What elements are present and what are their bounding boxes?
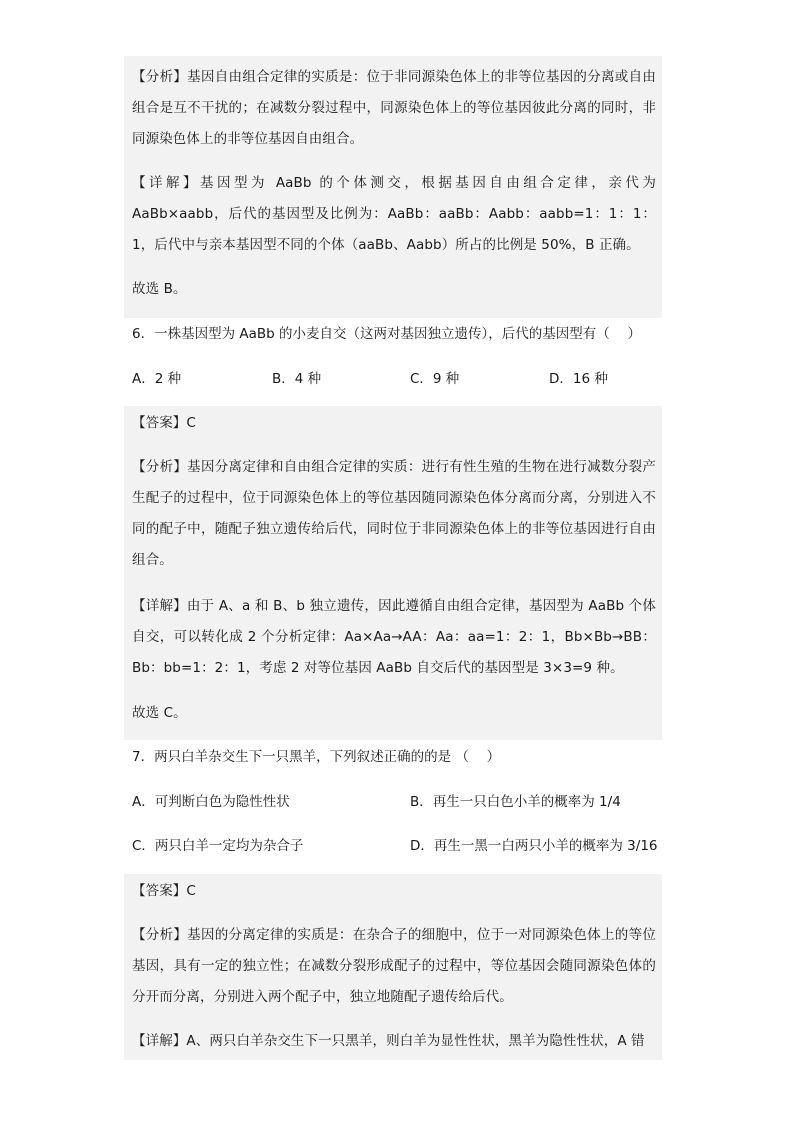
option-a: A．2 种 — [132, 371, 182, 387]
option-b: B．再生一只白色小羊的概率为 1/4 — [410, 794, 621, 810]
conclusion-text: 故选 C。 — [132, 705, 187, 721]
answer-text: 【答案】C — [132, 415, 196, 431]
detail-text: 【详解】A、两只白羊杂交生下一只黑羊，则白羊为显性性状，黑羊为隐性性状，A 错 — [132, 1033, 645, 1049]
option-d: D．再生一黑一白两只小羊的概率为 3/16 — [410, 838, 658, 854]
option-c: C．两只白羊一定均为杂合子 — [132, 838, 304, 854]
analysis-text: 【分析】基因分离定律和自由组合定律的实质：进行有性生殖的生物在进行减数分裂产生配子的过程中，位于同源染色体上的等位基因随同源染色体分离而分离，分别进入不同的配子中，随配子独立遗传给后代，同时位于非同源染色体上的非等位基因进行自由组合。 — [132, 459, 656, 568]
analysis-text: 【分析】基因自由组合定律的实质是：位于非同源染色体上的非等位基因的分离或自由组合是互不干扰的；在减数分裂过程中，同源染色体上的等位基因彼此分离的同时，非同源染色体上的非等位基因自由组合。 — [132, 69, 656, 147]
conclusion-text: 故选 B。 — [132, 281, 187, 297]
question-7-stem: 7．两只白羊杂交生下一只黑羊，下列叙述正确的的是 （ ） — [132, 749, 501, 765]
question-6-stem: 6．一株基因型为 AaBb 的小麦自交（这两对基因独立遗传），后代的基因型有（ ） — [132, 326, 642, 342]
detail-text: 【详解】由于 A、a 和 B、b 独立遗传，因此遵循自由组合定律，基因型为 AaBb 个体自交，可以转化成 2 个分析定律：Aa×Aa→AA：Aa：aa=1：2：1，Bb×Bb→BB：Bb：bb=1：2：1，考虑 2 对等位基因 AaBb 自交后代的基因型是 3×3=9 种。 — [132, 598, 656, 676]
answer-text: 【答案】C — [132, 883, 196, 899]
option-d: D．16 种 — [549, 371, 608, 387]
analysis-text: 【分析】基因的分离定律的实质是：在杂合子的细胞中，位于一对同源染色体上的等位基因，具有一定的独立性；在减数分裂形成配子的过程中，等位基因会随同源染色体的分开而分离，分别进入两个配子中，独立地随配子遗传给后代。 — [132, 927, 656, 1005]
option-c: C．9 种 — [410, 371, 460, 387]
option-a: A．可判断白色为隐性性状 — [132, 794, 290, 810]
option-b: B．4 种 — [272, 371, 322, 387]
detail-text: 【详解】基因型为 AaBb 的个体测交，根据基因自由组合定律，亲代为 AaBb×aabb，后代的基因型及比例为：AaBb：aaBb：Aabb：aabb=1：1：1：1，后代中与亲本基因型不同的个体（aaBb、Aabb）所占的比例是 50%，B 正确。 — [132, 175, 656, 253]
